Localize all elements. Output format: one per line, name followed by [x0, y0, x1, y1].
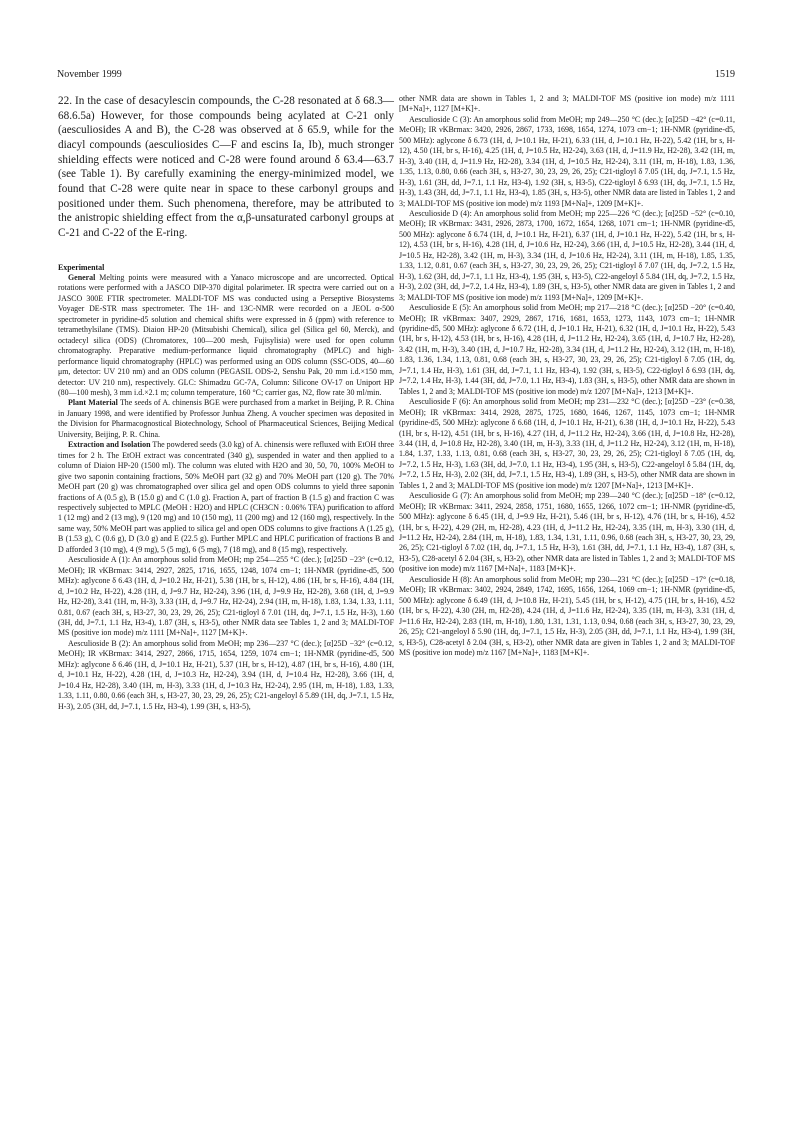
right-column — [399, 94, 735, 658]
general-text: Melting points were measured with a Yanaco microscope and are uncorrected. Optical rotations were performed with a JASCO DIP-370 digital polarimeter. IR spectra were carried out on a JASCO 300E FTIR spectrometer. MALDI-TOF MS was conducted using a Perseptive Biosystems Voyager DE-STR mass spectrometer. The 1H- and 13C-NMR were recorded on a JEOL α-500 spectrometer in pyridine-d5 solution and chemical shifts were expressed in δ (ppm) with reference to tetramethylsilane (TMS). Diaion HP-20 (Mitsubishi Chemical), silica gel (Silica gel 60, Merck), and octadecyl silica (ODS) (Chromatorex, 100—200 mesh, Fujisylisia) were used for open column chromatography. Preparative medium-performance liquid chromatography (MPLC) and high-performance liquid chromatography (HPLC) was performed using an ODS column (SSC-ODS, 40—60 μm, detector: UV 210 nm) and an ODS column (PEGASIL ODS-2, Senshu Pak, 20 mm i.d.×150 mm, detector: UV 210 nm), respectively. GLC: Shimadzu GC-7A, Column: Silicone OV-17 on Uniport HP (80—100 mesh), 3 mm i.d.×2.1 m; column temperature, 160 °C; carrier gas, N2, flow rate 30 ml/min. — [58, 273, 395, 397]
compound-g-paragraph: Aesculioside G (7): An amorphous solid from MeOH; mp 239—240 °C (dec.); [α]25D −18° (c=0.12, MeOH); IR νKBrmax: 3411, 2924, 2858, 1751, 1680, 1655, 1266, 1072 cm−1; 1H-NMR (pyridine-d5, 500 MHz): aglycone δ 6.45 (1H, d, J=9.9 Hz, H-21), 5.46 (1H, br s, H-12), 4.76 (1H, br s, H-16), 4.52 (1H, br s, H-22), 4.29 (2H, m, H2-28), 4.23 (1H, d, J=11.2 Hz, H2-24), 3.35 (1H, m, H-3), 3.30 (1H, d, J=11.2 Hz, H2-24), 2.84 (1H, m, H-18), 1.83, 1.34, 1.31, 1.11, 0.96, 0.68 (each 3H, s, H3-27, 30, 23, 29, 26, 25); C21-tigloyl δ 7.02 (1H, dq, J=7.1, 1.5 Hz, H-3), 1.61 (3H, dd, J=7.1, 1.1 Hz, H3-4), 1.87 (3H, s, H3-5), C28-acetyl δ 2.04 (3H, s, H3-2), other NMR data are listed in Tables 1, 2 and 3; MALDI-TOF MS (positive ion mode) m/z 1167 [M+Na]+, 1183 [M+K]+. — [399, 491, 735, 574]
plant-material-run-head: Plant Material — [68, 398, 118, 408]
compound-d-paragraph: Aesculioside D (4): An amorphous solid from MeOH; mp 225—226 °C (dec.); [α]25D −52° (c=0.10, MeOH); IR νKBrmax: 3431, 2926, 2873, 1700, 1672, 1654, 1268, 1071 cm−1; 1H-NMR (pyridine-d5, 500 MHz): aglycone δ 6.74 (1H, d, J=10.1 Hz, H-21), 6.37 (1H, d, J=10.1 Hz, H-22), 5.42 (1H, br s, H-12), 4.53 (1H, br s, H-16), 4.28 (1H, d, J=10.6 Hz, H2-24), 3.66 (1H, d, J=10.5 Hz, H2-28), 3.44 (1H, d, J=10.5 Hz, H2-28), 3.42 (1H, m, H-3), 3.34 (1H, d, J=10.6 Hz, H2-24), 3.11 (1H, m, H-18), 1.85, 1.35, 1.33, 1.12, 0.81, 0.67 (each 3H, s, H3-27, 30, 23, 29, 26, 25); C21-tigloyl δ 7.07 (1H, dq, J=7.2, 1.5 Hz, H-3), 1.62 (3H, dd, J=7.1, 1.1 Hz, H3-4), 1.95 (3H, s, H3-5), C22-angeloyl δ 5.84 (1H, dq, J=7.2, 1.5 Hz, H-3), 2.02 (3H, dd, J=7.2, 1.4 Hz, H3-4), 1.89 (3H, s, H3-5), other NMR data are given in Tables 1, 2 and 3; MALDI-TOF MS (positive ion mode) m/z 1193 [M+Na]+, 1209 [M+K]+. — [399, 208, 735, 302]
experimental-heading: Experimental — [58, 262, 105, 272]
extraction-run-head: Extraction and Isolation — [68, 440, 151, 450]
compound-b-continued: other NMR data are shown in Tables 1, 2 and 3; MALDI-TOF MS (positive ion mode) m/z 1111 [M+Na]+, 1127 [M+K]+. — [399, 94, 735, 114]
compound-b-paragraph: Aesculioside B (2): An amorphous solid from MeOH; mp 236—237 °C (dec.); [α]25D −32° (c=0.12, MeOH); IR νKBrmax: 3414, 2927, 2866, 1715, 1654, 1259, 1074 cm−1; 1H-NMR (pyridine-d5, 500 MHz): aglycone δ 6.46 (1H, d, J=10.1 Hz, H-21), 5.37 (1H, br s, H-12), 4.87 (1H, br s, H-16), 4.80 (1H, d, J=10.1 Hz, H-22), 4.28 (1H, d, J=10.3 Hz, H2-24), 3.94 (1H, d, J=10.4 Hz, H2-28), 3.66 (1H, d, J=10.4 Hz, H2-28), 3.40 (1H, m, H-3), 3.33 (1H, d, J=10.3 Hz, H2-24), 2.95 (1H, m, H-18), 1.83, 1.33, 1.33, 1.11, 0.80, 0.66 (each 3H, s, H3-27, 30, 23, 29, 26, 25); C21-angeloyl δ 5.89 (1H, dq, J=7.1, 1.5 Hz, H-3), 2.05 (3H, dd, J=7.1, 1.5 Hz, H3-4), 1.99 (3H, s, H3-5), — [58, 638, 394, 711]
extraction-text: The powdered seeds (3.0 kg) of A. chinensis were refluxed with EtOH three times for 2 h. The EtOH extract was concentrated (340 g), suspended in water and then applied to a column of Diaion HP-20 (1500 ml). The column was eluted with H2O and 30, 50, 70, 100% MeOH to give two saponin containing fractions, 50% MeOH part (32 g) and 70% MeOH part (120 g). The 70% MeOH part (20 g) was chromatographed over silica gel and open ODS columns to yield three saponin fractions of A (0.5 g), B (15.0 g) and C (1.0 g). Fraction A, part of fraction B (1.5 g) and fraction C was respectively subjected to MPLC (MeOH : H2O) and HPLC (CH3CN : 0.06% TFA) purification to afford 1 (12 mg) and 2 (13 mg), 9 (120 mg) and 10 (150 mg), 11 (200 mg) and 12 (160 mg), respectively. In the same way, 50% MeOH part was applied to silica gel and open ODS columns to give fractions A (1.25 g), B (1.53 g), C (0.6 g), D (3.0 g) and E (22.5 g). Further MPLC and HPLC purification of fractions B and D afforded 3 (10 mg), 4 (9 mg), 5 (5 mg), 6 (5 mg), 7 (18 mg), and 8 (15 mg), respectively. — [58, 440, 394, 554]
discussion-paragraph: 22. In the case of desacylescin compounds, the C-28 resonated at δ 68.3—68.6.5a) However, for those compounds being acylated at C-21 only (aesculiosides A and B), the C-28 was observed at δ 65.9, while for the diacyl compounds (aesculiosides C—F and escins Ia, Ib), much stronger shielding effects were noticed and C-28 were found around δ 63.4—63.7 (see Table 1). By carefully examining the energy-minimized model, we found that C-28 were quite near in space to these carbonyl groups and positioned under them. Such phenomena, therefore, may be attributed to the anistropic shielding effect from the α,β-unsaturated carbonyl groups at C-21 and C-22 of the E-ring. — [58, 95, 394, 239]
compound-e-paragraph: Aesculioside E (5): An amorphous solid from MeOH; mp 217—218 °C (dec.); [α]25D −20° (c=0.40, MeOH); IR νKBrmax: 3407, 2929, 2867, 1716, 1681, 1653, 1273, 1143, 1073 cm−1; 1H-NMR (pyridine-d5, 500 MHz): aglycone δ 6.72 (1H, d, J=10.1 Hz, H-21), 6.32 (1H, d, J=10.1 Hz, H-22), 5.43 (1H, br s, H-12), 4.53 (1H, br s, H-16), 4.28 (1H, d, J=11.2 Hz, H2-24), 3.65 (1H, d, J=10.7 Hz, H2-28), 3.42 (1H, m, H-3), 3.40 (1H, d, J=10.7 Hz, H2-28), 3.34 (1H, d, J=11.2 Hz, H2-24), 3.12 (1H, m, H-18), 1.83, 1.36, 1.34, 1.13, 0.81, 0.68 (each 3H, s, H3-27, 30, 23, 29, 26, 25); C21-tigloyl δ 7.05 (1H, dq, J=7.1, 1.4 Hz, H-3), 1.61 (3H, dd, J=7.1, 1.1 Hz, H3-4), 1.92 (3H, s, H3-5), C22-tigloyl δ 6.93 (1H, dq, J=7.2, 1.4 Hz, H-3), 1.44 (3H, dd, J=7.0, 1.1 Hz, H3-4), 1.83 (3H, s, H3-5), other NMR data are shown in Tables 1, 2 and 3; MALDI-TOF MS (positive ion mode) m/z 1207 [M+Na]+, 1213 [M+K]+. — [399, 303, 735, 396]
compound-h-paragraph: Aesculioside H (8): An amorphous solid from MeOH; mp 230—231 °C (dec.); [α]25D −17° (c=0.18, MeOH); IR νKBrmax: 3402, 2924, 2849, 1742, 1695, 1656, 1264, 1069 cm−1; 1H-NMR (pyridine-d5, 500 MHz): aglycone δ 6.49 (1H, d, J=10.8 Hz, H-21), 5.45 (1H, br s, H-12), 4.75 (1H, br s, H-16), 4.52 (1H, br s, H-22), 4.30 (2H, m, H2-28), 4.24 (1H, d, J=11.6 Hz, H2-24), 3.35 (1H, m, H-3), 3.31 (1H, d, J=11.6 Hz, H2-24), 2.83 (1H, m, H-18), 1.80, 1.31, 1.31, 1.13, 0.94, 0.68 (each 3H, s, H3-27, 30, 23, 29, 26, 25); C21-angeloyl δ 5.90 (1H, dq, J=7.1, 1.5 Hz, H-3), 2.05 (3H, dd, J=7.1, 1.1 Hz, H3-4), 1.99 (3H, s, H3-5), C28-acetyl δ 2.04 (3H, s, H3-2), other NMR data are given in Tables 1, 2 and 3; MALDI-TOF MS (positive ion mode) m/z 1167 [M+Na]+, 1183 [M+K]+. — [399, 574, 735, 658]
plant-material-text: The seeds of A. chinensis BGE were purchased from a market in Beijing, P. R. China in January 1998, and were identified by Professor Junhua Zheng. A voucher specimen was deposited in the Division for Pharmacognostical Biotechnology, School of Pharmaceutical Sciences, Beijing Medical University, Beijing, P. R. China. — [58, 398, 394, 439]
extraction-paragraph — [58, 440, 394, 555]
general-paragraph — [58, 273, 394, 398]
plant-material-paragraph — [58, 398, 394, 440]
general-run-head: General — [68, 273, 96, 283]
header-page-number: 1519 — [715, 69, 735, 80]
compound-f-paragraph: Aesculioside F (6): An amorphous solid from MeOH; mp 231—232 °C (dec.); [α]25D −23° (c=0.38, MeOH); IR νKBrmax: 3414, 2928, 2875, 1725, 1680, 1646, 1267, 1145, 1073 cm−1; 1H-NMR (pyridine-d5, 500 MHz): aglycone δ 6.68 (1H, d, J=10.1 Hz, H-21), 6.38 (1H, d, J=10.1 Hz, H-22), 5.43 (1H, br s, H-12), 4.51 (1H, br s, H-16), 4.27 (1H, d, J=11.2 Hz, H2-24), 3.66 (1H, d, J=10.8 Hz, H2-28), 3.44 (1H, d, J=10.8 Hz, H2-28), 3.40 (1H, m, H-3), 3.33 (1H, d, J=11.2 Hz, H2-24), 3.12 (1H, m, H-18), 1.84, 1.37, 1.33, 1.13, 0.81, 0.68 (each 3H, s, H3-27, 30, 23, 29, 26, 25); C21-tigloyl δ 7.05 (1H, dq, J=7.2, 1.5 Hz, H-3), 1.63 (3H, dd, J=7.0, 1.1 Hz, H3-4), 1.95 (3H, s, H3-5), C22-angeloyl δ 5.84 (1H, dq, J=7.2, 1.5 Hz, H-3), 2.02 (3H, dd, J=7.1, 1.5 Hz, H3-4), 1.89 (3H, s, H3-5), other NMR data are shown in Tables 1, 2 and 3; MALDI-TOF MS (positive ion mode) m/z 1207 [M+Na]+, 1213 [M+K]+. — [399, 397, 735, 490]
compound-a-paragraph: Aesculioside A (1): An amorphous solid from MeOH; mp 254—255 °C (dec.); [α]25D −23° (c=0.12, MeOH); IR νKBrmax: 3414, 2927, 2825, 1716, 1655, 1248, 1074 cm−1; 1H-NMR (pyridine-d5, 500 MHz): aglycone δ 6.43 (1H, d, J=10.2 Hz, H-21), 5.38 (1H, br s, H-12), 4.86 (1H, br s, H-16), 4.84 (1H, d, J=10.2 Hz, H-22), 4.28 (1H, d, J=9.7 Hz, H2-24), 3.96 (1H, d, J=9.9 Hz, H2-28), 3.68 (1H, d, J=9.9 Hz, H2-28), 3.41 (1H, m, H-3), 3.33 (1H, d, J=9.7 Hz, H2-24), 2.94 (1H, m, H-18), 1.83, 1.34, 1.33, 1.11, 0.81, 0.67 (each 3H, s, H3-27, 30, 23, 29, 26, 25); C21-tigloyl δ 7.01 (1H, dq, J=7.1, 1.5 Hz, H-3), 1.60 (3H, dd, J=7.1, 1.1 Hz, H3-4), 1.87 (3H, s, H3-5), other NMR data see Tables 1, 2 and 3; MALDI-TOF MS (positive ion mode) m/z 1111 [M+Na]+, 1127 [M+K]+. — [58, 555, 394, 638]
header-date: November 1999 — [57, 69, 122, 80]
left-column — [58, 94, 394, 712]
compound-c-paragraph: Aesculioside C (3): An amorphous solid from MeOH; mp 249—250 °C (dec.); [α]25D −42° (c=0.11, MeOH); IR νKBrmax: 3420, 2926, 2867, 1733, 1698, 1654, 1274, 1073 cm−1; 1H-NMR (pyridine-d5, 500 MHz): aglycone δ 6.73 (1H, d, J=10.1 Hz, H-21), 6.33 (1H, d, J=10.1 Hz, H-22), 5.42 (1H, br s, H-12), 4.50 (1H, br s, H-16), 4.25 (1H, d, J=10.5 Hz, H2-24), 3.63 (1H, d, J=11.9 Hz, H2-28), 3.42 (1H, m, H-3), 3.40 (1H, d, J=11.9 Hz, H2-28), 3.34 (1H, d, J=10.5 Hz, H2-24), 3.11 (1H, m, H-18), 1.83, 1.36, 1.35, 1.13, 0.80, 0.66 (each 3H, s, H3-27, 30, 23, 29, 26, 25); C21-tigloyl δ 7.05 (1H, dq, J=7.1, 1.5 Hz, H-3), 1.61 (3H, dd, J=7.1, 1.1 Hz, H3-4), 1.92 (3H, s, H3-5), C22-tigloyl δ 6.93 (1H, dq, J=7.1, 1.5 Hz, H-3), 1.43 (3H, dd, J=7.1, 1.1 Hz, H3-4), 1.85 (3H, s, H3-5), other NMR data are listed in Tables 1, 2 and 3; MALDI-TOF MS (positive ion mode) m/z 1193 [M+Na]+, 1209 [M+K]+. — [399, 114, 735, 208]
